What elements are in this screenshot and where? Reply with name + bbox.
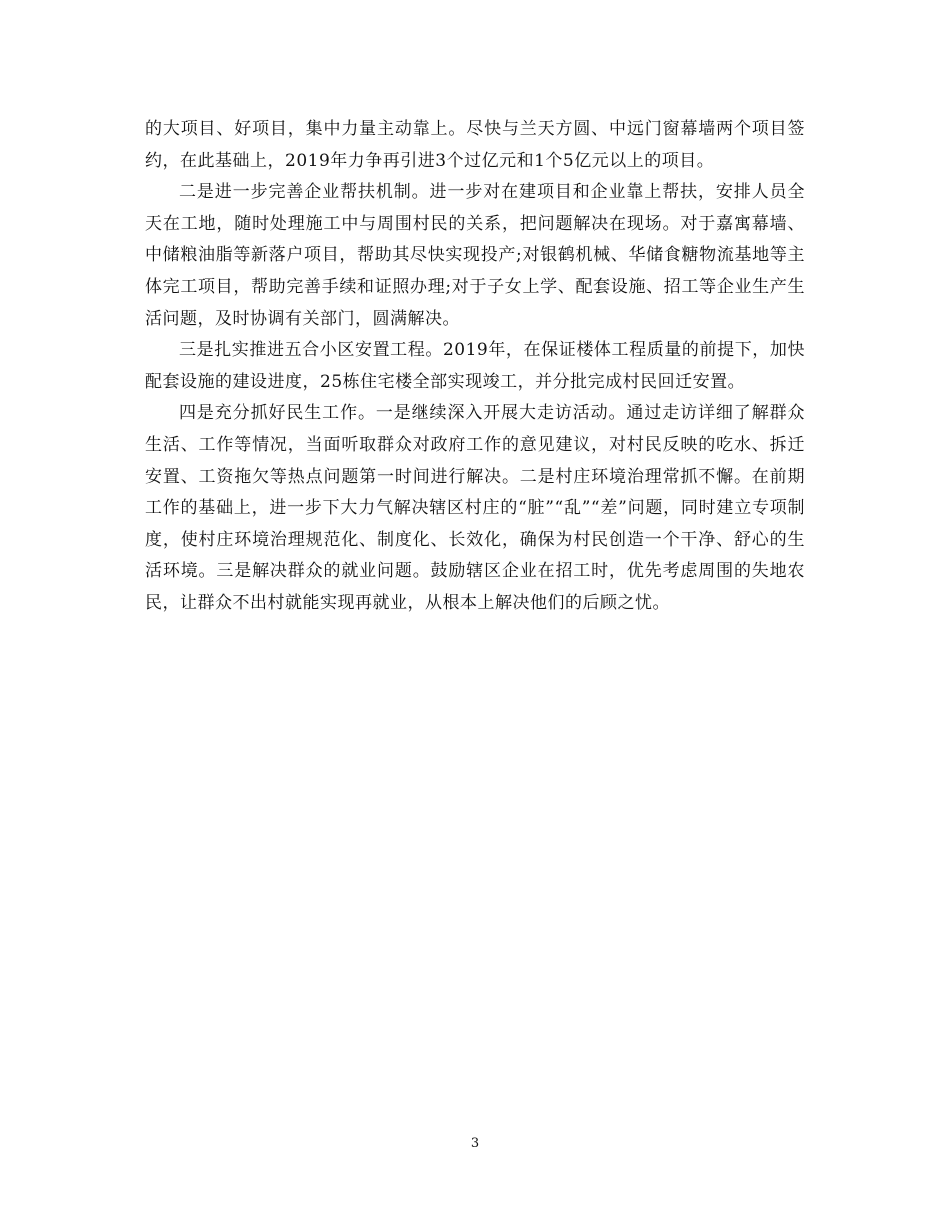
paragraph-livelihood-work: 四是充分抓好民生工作。一是继续深入开展大走访活动。通过走访详细了解群众生活、工作等情况，当面听取群众对政府工作的意见建议，对村民反映的吃水、拆迁安置、工资拖欠等热点问题第一时间进行解决。二是村庄环境治理常抓不懈。在前期工作的基础上，进一步下大力气解决辖区村庄的“脏”“乱”“差”问题，同时建立专项制度，使村庄环境治理规范化、制度化、长效化，确保为村民创造一个干净、舒心的生活环境。三是解决群众的就业问题。鼓励辖区企业在招工时，优先考虑周围的失地农民，让群众不出村就能实现再就业，从根本上解决他们的后顾之忧。 (145, 403, 805, 613)
page-number: 3 (470, 1136, 480, 1151)
document-body (145, 114, 805, 620)
paragraph-resettlement-project: 三是扎实推进五合小区安置工程。2019年，在保证楼体工程质量的前提下，加快配套设施的建设进度，25栋住宅楼全部实现竣工，并分批完成村民回迁安置。 (145, 340, 805, 392)
paragraph-enterprise-support: 二是进一步完善企业帮扶机制。进一步对在建项目和企业靠上帮扶，安排人员全天在工地，随时处理施工中与周围村民的关系，把问题解决在现场。对于嘉寓幕墙、中储粮油脂等新落户项目，帮助其尽快实现投产;对银鹤机械、华储食糖物流基地等主体完工项目，帮助完善手续和证照办理;对于子女上学、配套设施、招工等企业生产生活问题，及时协调有关部门，圆满解决。 (145, 182, 805, 329)
paragraph-continuation: 的大项目、好项目，集中力量主动靠上。尽快与兰天方圆、中远门窗幕墙两个项目签约，在此基础上，2019年力争再引进3个过亿元和1个5亿元以上的项目。 (145, 119, 805, 171)
